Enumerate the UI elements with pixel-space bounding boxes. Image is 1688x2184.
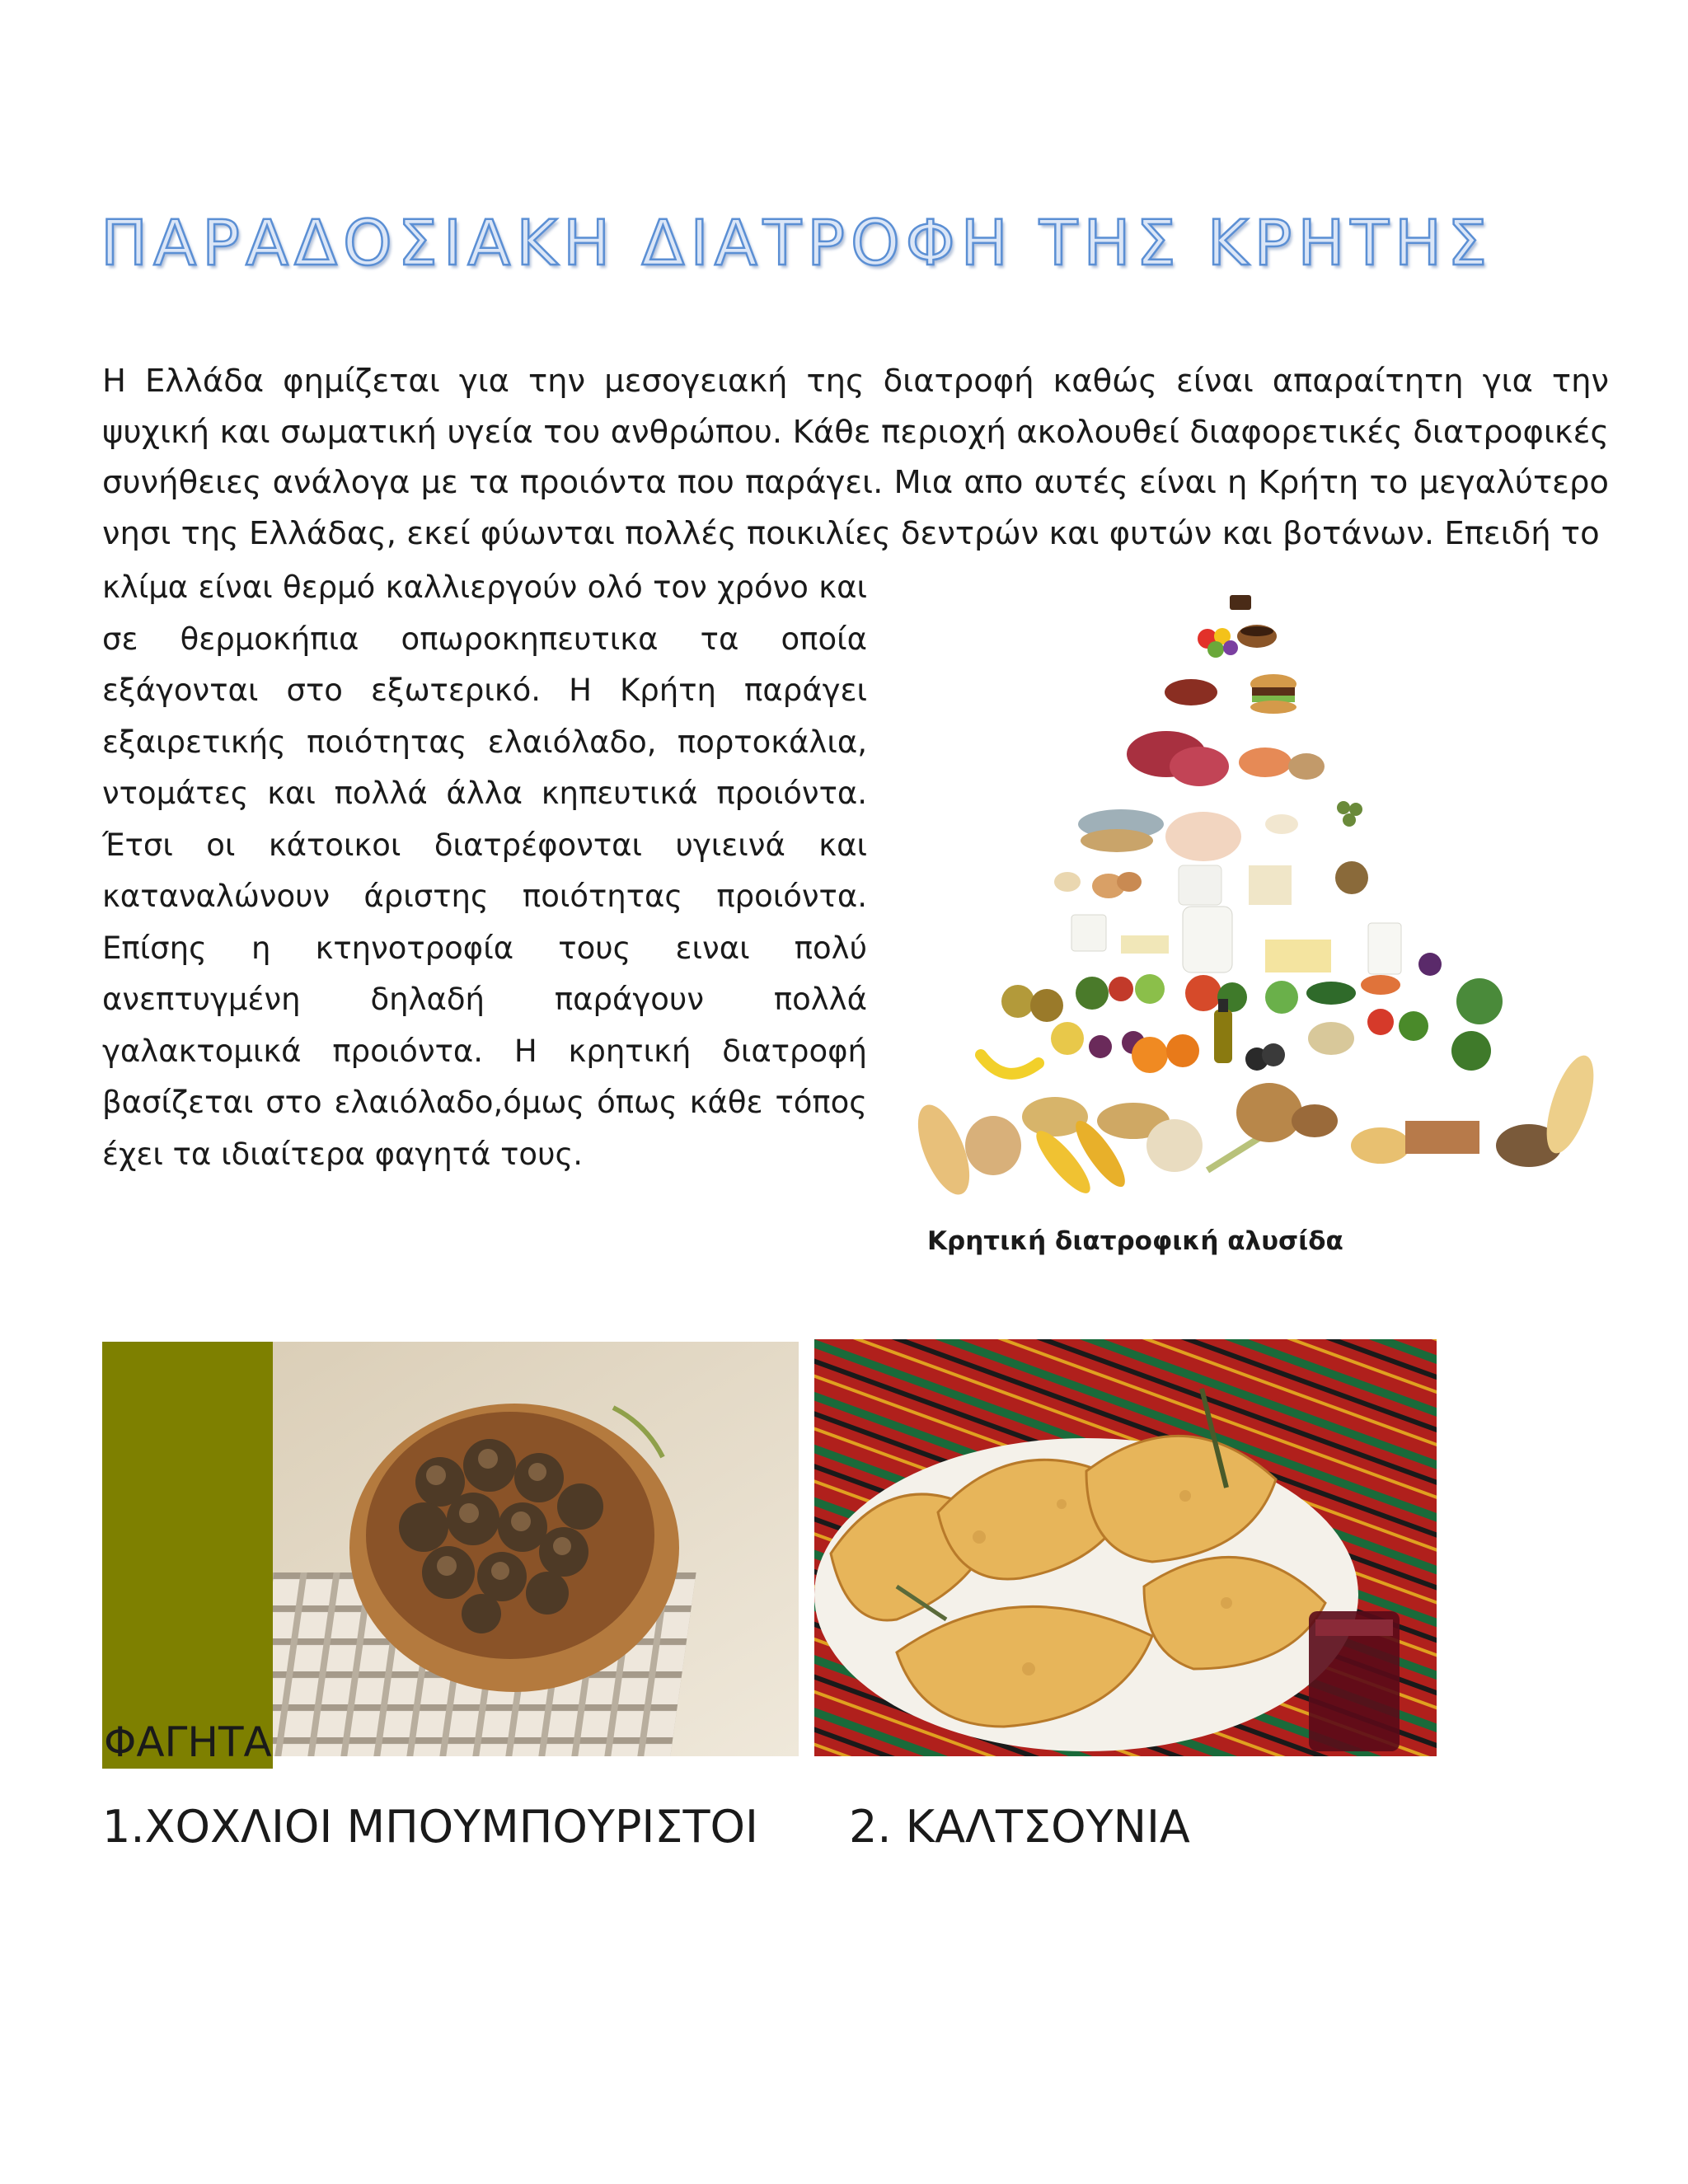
dish-label-1: 1.ΧΟΧΛΙΟΙ ΜΠΟΥΜΠΟΥΡΙΣΤΟΙ	[102, 1801, 758, 1853]
dish-label-2: 2. ΚΑΛΤΣΟΥΝΙΑ	[849, 1801, 1190, 1853]
pyramid-caption: Κρητική διατροφική αλυσίδα	[927, 1226, 1343, 1256]
side-paragraph: κλίμα είναι θερμό καλλιεργούν ολό τον χρόνο και σε θερμοκήπια οπωροκηπευτικα τα οποία εξάγονται στο εξωτερικό. Η Κρήτη παράγει εξαιρετικής ποιότητας ελαιόλαδο, πορτοκάλια, ντομάτες και πολλά άλλα κηπευτικά προιόντα. Έτσι οι κάτοικοι διατρέφονται υγιεινά και καταναλώνουν άριστης ποιότητας προιόντα. Επίσης η κτηνοτροφία τους ειναι πολύ ανεπτυγμένη δηλαδή παράγουν πολλά γαλακτομικά προιόντα. Η κρητική διατροφή βασίζεται στο ελαιόλαδο,όμως όπως κάθε τόπος έχει τα ιδιαίτερα φαγητά τους.	[102, 569, 867, 1172]
intro-paragraph: Η Ελλάδα φημίζεται για την μεσογειακή της διατροφή καθώς είναι απαραίτητη για την ψυχική και σωματική υγεία του ανθρώπου. Κάθε περιοχή ακολουθεί διαφορετικές διατροφικές συνήθειες ανάλογα με τα προιόντα που παράγει. Μια απο αυτές είναι η Κρήτη το μεγαλύτερο νησι της Ελλάδας, εκεί φύωνται πολλές ποικιλίες δεντρών και φυτών και βοτάνων. Επειδή το	[102, 363, 1609, 552]
page-title: ΠΑΡΑΔΟΣΙΑΚΗ ΔΙΑΤΡΟΦΗ ΤΗΣ ΚΡΗΤΗΣ	[101, 206, 1493, 279]
food-pyramid-image	[903, 577, 1603, 1216]
section-label: ΦΑΓΗΤΑ	[104, 1718, 272, 1766]
section-color-bar	[102, 1342, 273, 1769]
kaltsounia-photo	[814, 1339, 1437, 1756]
